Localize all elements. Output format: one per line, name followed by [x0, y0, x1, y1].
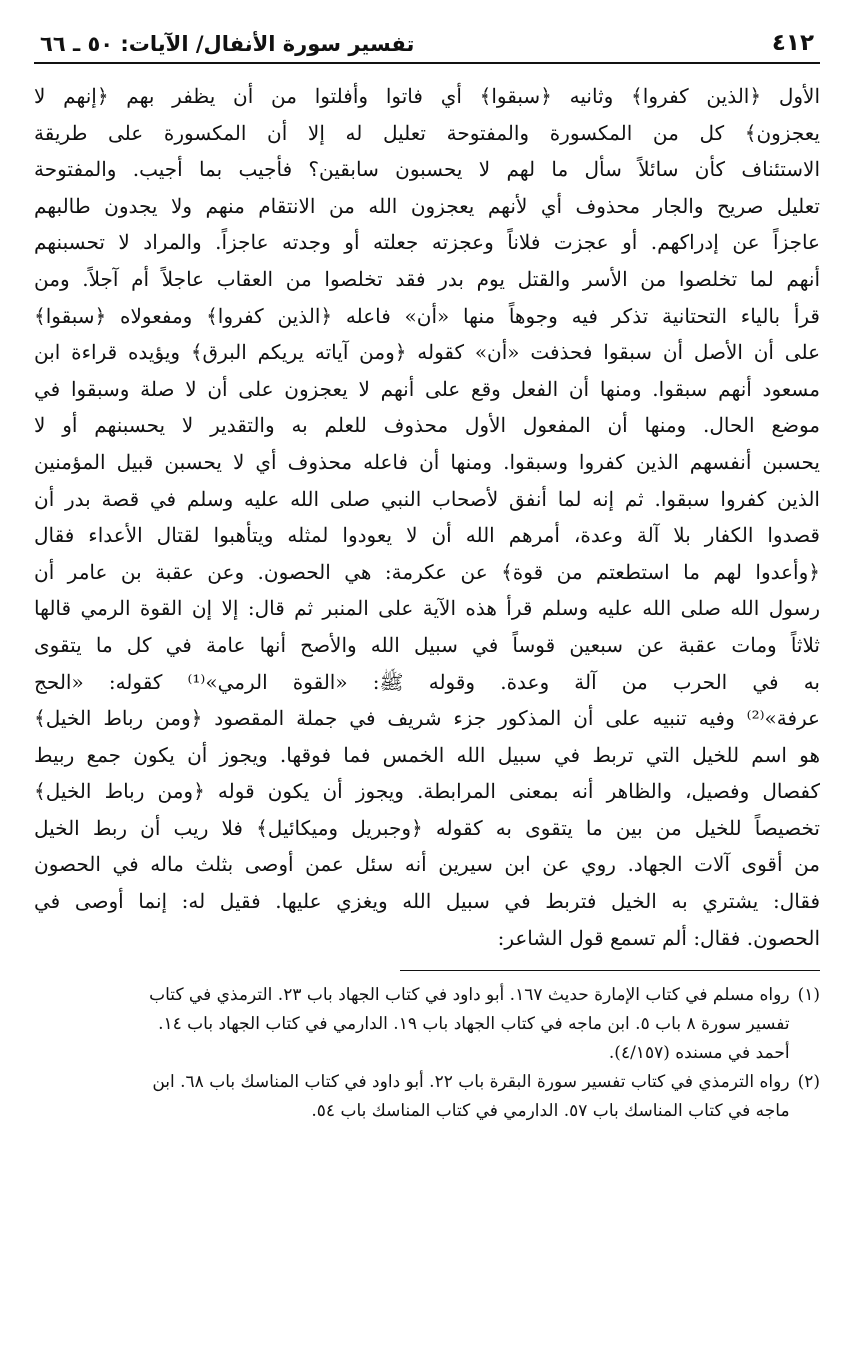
page-number: ٤١٢	[771, 30, 814, 56]
text-line: قرأ بالياء التحتانية تذكر فيه وجوهاً منها «أن» فاعله ﴿الذين كفروا﴾ ومفعولاه ﴿سبقوا﴾	[34, 303, 820, 328]
text-line: عاجزاً عن إدراكهم. أو عجزت فلاناً وعجزته جعلته أو وجدته عاجزاً. والمراد لا تحسبنهم	[34, 230, 820, 255]
text-line: ﴿وأعدوا لهم ما استطعتم من قوة﴾ عن عكرمة: هي الحصون. وعن عقبة بن عامر أن	[34, 559, 820, 584]
book-page	[34, 30, 820, 1126]
text-line: هو اسم للخيل التي تربط في سبيل الله الخمس فما فوقها. ويجوز أن يكون جمع ربيط	[34, 742, 820, 767]
text-line: كفصال وفصيل، والظاهر أنه بمعنى المرابطة. ويجوز أن يكون قوله ﴿ومن رباط الخيل﴾	[34, 779, 820, 804]
footnote-number: (٢)	[797, 1072, 820, 1093]
text-line: الذين كفروا سبقوا. ثم إنه لما أنفق لأصحاب النبي صلى الله عليه وسلم في قصة بدر أن	[34, 486, 820, 511]
page-header	[34, 30, 820, 64]
text-line: يعجزون﴾ كل من المكسورة والمفتوحة تعليل له إلا أن المكسورة على طريقة	[34, 120, 820, 145]
text-line: يحسبن أنفسهم الذين كفروا وسبقوا. ومنها أن فاعله محذوف أي لا يحسبن قبيل المؤمنين	[34, 449, 820, 474]
text-line: فقال: يشتري به الخيل فتربط في سبيل الله ويغزي عليها. فقيل له: إنما أوصى في	[34, 889, 820, 914]
footnote-number: (١)	[797, 985, 820, 1006]
text-line: من أقوى آلات الجهاد. روي عن ابن سيرين أنه سئل عمن أوصى بثلث ماله في الحصون	[34, 852, 820, 877]
text-line: ثلاثاً ومات عقبة عن سبعين قوساً في سبيل الله والأصح أنها عامة في كل ما يتقوى	[34, 632, 820, 657]
text-line: على أن الأصل أن سبقوا فحذفت «أن» كقوله ﴿ومن آياته يريكم البرق﴾ ويؤيده قراءة ابن	[34, 340, 820, 365]
main-text	[34, 78, 820, 956]
text-line: أنهم لما تخلصوا من الأسر والقتل يوم بدر فقد تخلصوا من العقاب عاجلاً أم آجلاً. ومن	[34, 266, 820, 291]
running-title: تفسير سورة الأنفال/ الآيات: ٥٠ ـ ٦٦	[40, 32, 415, 56]
text-line: مسعود أنهم سبقوا. ومنها أن الفعل وقع على أنهم لا يعجزون على أن لا صلة وسبقوا في	[34, 376, 820, 401]
text-line: تخصيصاً للخيل من بين ما يتقوى به كقوله ﴿وجبريل وميكائيل﴾ فلا ريب أن ربط الخيل	[34, 815, 820, 840]
footnote-line: ماجه في كتاب المناسك باب ٥٧. الدارمي في كتاب المناسك باب ٥٤.	[311, 1101, 790, 1122]
text-line: الحصون. فقال: ألم تسمع قول الشاعر:	[497, 925, 820, 950]
text-line: الاستئناف كأن سائلاً سأل ما لهم لا يحسبون سابقين؟ فأجيب بما أجيب. والمفتوحة	[34, 157, 820, 182]
text-line: عرفة»⁽²⁾ وفيه تنبيه على أن المذكور جزء شريف في جملة المقصود ﴿ومن رباط الخيل﴾	[34, 706, 820, 731]
footnote-line: رواه الترمذي في كتاب تفسير سورة البقرة باب ٢٢. أبو داود في كتاب المناسك باب ٦٨. ابن	[152, 1072, 790, 1093]
footnote-2	[34, 1068, 820, 1126]
footnote-text	[149, 981, 789, 1068]
footnote-line: أحمد في مسنده (٤/١٥٧).	[608, 1043, 790, 1064]
footnote-line: رواه مسلم في كتاب الإمارة حديث ١٦٧. أبو داود في كتاب الجهاد باب ٢٣. الترمذي في كتاب	[149, 985, 790, 1006]
text-line: رسول الله صلى الله عليه وسلم قرأ هذه الآية على المنبر ثم قال: إلا إن القوة الرمي قالها	[34, 596, 820, 621]
text-line: قصدوا الكفار بلا آلة وعدة، أمرهم الله أن لا يعودوا لمثله ويتأهبوا لقتال الأعداء فقال	[34, 523, 820, 548]
footnotes	[34, 981, 820, 1126]
footnote-line: تفسير سورة ٨ باب ٥. ابن ماجه في كتاب الجهاد باب ١٩. الدارمي في كتاب الجهاد باب ١٤.	[158, 1014, 790, 1035]
text-line: موضع الحال. ومنها أن المفعول الأول محذوف للعلم به والتقدير لا يحسبنهم أو لا	[34, 413, 820, 438]
footnote-divider	[400, 970, 820, 971]
text-line: تعليل صريح والجار محذوف أي لأنهم يعجزون الله من الانتقام منهم ولا يجدون طالبهم	[34, 193, 820, 218]
text-line: به في الحرب من آلة وعدة. وقوله ﷺ: «القوة الرمي»⁽¹⁾ كقوله: «الحج	[34, 669, 820, 694]
footnote-text	[152, 1068, 789, 1126]
text-line: الأول ﴿الذين كفروا﴾ وثانيه ﴿سبقوا﴾ أي فاتوا وأفلتوا من أن يظفر بهم ﴿إنهم لا	[34, 84, 820, 108]
footnote-1	[34, 981, 820, 1068]
